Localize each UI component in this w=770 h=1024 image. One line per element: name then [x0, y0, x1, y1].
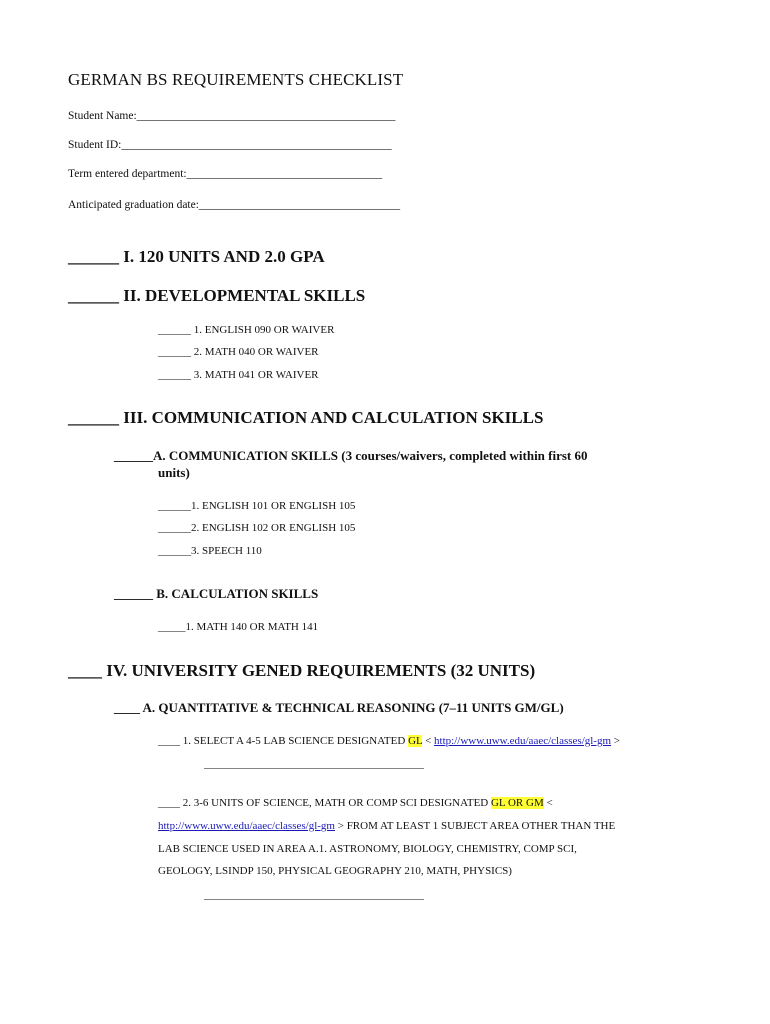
item-text: <: [422, 735, 435, 747]
list-item-science-math: [158, 797, 553, 809]
highlight-gl: GL: [408, 735, 423, 747]
subsection-communication-skills-cont: units): [158, 465, 190, 480]
highlight-gl-or-gm: GL OR GM: [490, 797, 544, 809]
blank-line[interactable]: ________________________________________: [204, 758, 424, 770]
section-units-gpa: ______ I. 120 UNITS AND 2.0 GPA: [68, 247, 325, 266]
section-developmental-skills: ______ II. DEVELOPMENTAL SKILLS: [68, 286, 366, 305]
section-communication-calculation: ______ III. COMMUNICATION AND CALCULATION SKILLS: [68, 408, 544, 427]
gl-gm-link[interactable]: http://www.uww.edu/aaec/classes/gl-gm: [434, 735, 612, 747]
list-item-science-math-cont: [158, 820, 615, 832]
list-item: ______ 1. ENGLISH 090 OR WAIVER: [158, 324, 335, 336]
list-item: ______ 3. MATH 041 OR WAIVER: [158, 369, 319, 381]
list-item: ______2. ENGLISH 102 OR ENGLISH 105: [158, 522, 356, 534]
list-item: ______3. SPEECH 110: [158, 545, 262, 557]
gl-gm-link[interactable]: http://www.uww.edu/aaec/classes/gl-gm: [158, 820, 335, 832]
blank-line[interactable]: ________________________________________: [204, 889, 424, 901]
section-university-gened: ____ IV. UNIVERSITY GENED REQUIREMENTS (32 UNITS): [68, 661, 536, 680]
item-text: > FROM AT LEAST 1 SUBJECT AREA OTHER THAN THE: [334, 820, 616, 832]
item-text: GEOLOGY, LSINDP 150, PHYSICAL GEOGRAPHY 210, MATH, PHYSICS): [158, 865, 512, 877]
graduation-date-field[interactable]: Anticipated graduation date:___________________________________: [68, 199, 401, 211]
item-text: ____ 1. SELECT A 4-5 LAB SCIENCE DESIGNATED: [158, 735, 409, 747]
item-text: >: [611, 735, 620, 747]
list-item-lab-science: [158, 735, 620, 747]
list-item: _____1. MATH 140 OR MATH 141: [158, 621, 319, 633]
list-item: ______ 2. MATH 040 OR WAIVER: [158, 346, 319, 358]
student-id-field[interactable]: Student ID:_______________________________________________: [68, 139, 392, 151]
item-text: ____ 2. 3-6 UNITS OF SCIENCE, MATH OR COMP SCI DESIGNATED: [158, 797, 491, 809]
item-text: <: [543, 797, 553, 809]
subsection-quantitative-reasoning: ____ A. QUANTITATIVE & TECHNICAL REASONING (7–11 UNITS GM/GL): [114, 700, 564, 715]
student-name-field[interactable]: Student Name:_____________________________________________: [68, 110, 396, 122]
item-text: LAB SCIENCE USED IN AREA A.1. ASTRONOMY, BIOLOGY, CHEMISTRY, COMP SCI,: [158, 843, 577, 855]
list-item: ______1. ENGLISH 101 OR ENGLISH 105: [158, 500, 356, 512]
subsection-communication-skills: ______A. COMMUNICATION SKILLS (3 courses/waivers, completed within first 60: [114, 448, 588, 463]
term-entered-field[interactable]: Term entered department:__________________________________: [68, 168, 383, 180]
page-title: GERMAN BS REQUIREMENTS CHECKLIST: [68, 70, 404, 89]
subsection-calculation-skills: ______ B. CALCULATION SKILLS: [114, 586, 319, 601]
